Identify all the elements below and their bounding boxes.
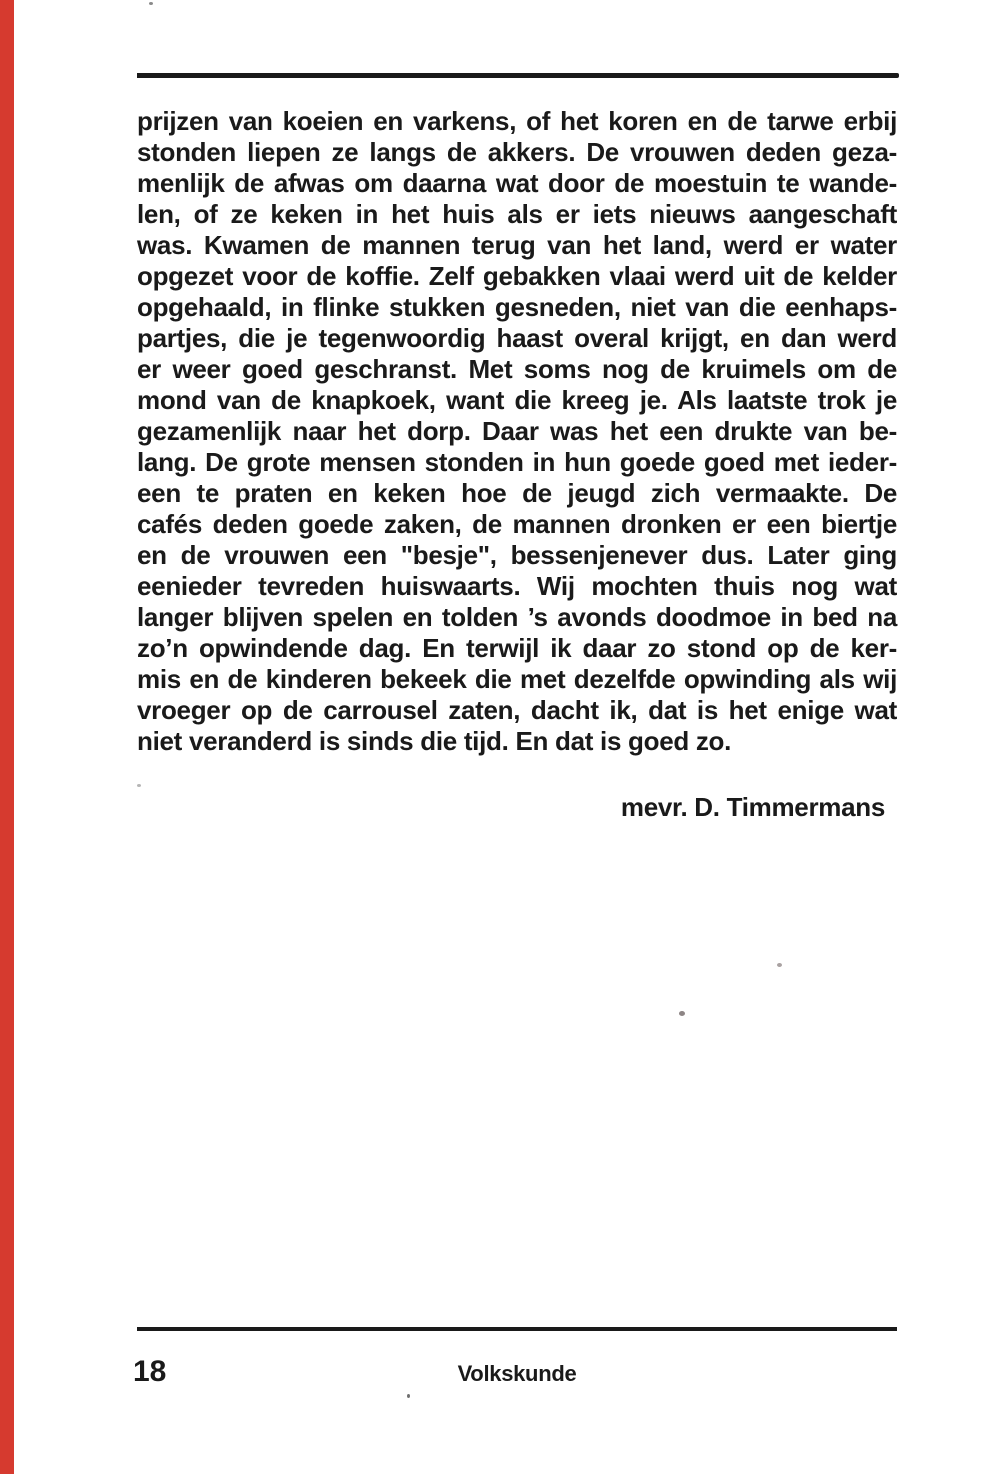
text-line: mis en de kinderen bekeek die met dezelfde opwinding als wij bbox=[137, 664, 897, 694]
text-line: was. Kwamen de mannen terug van het land, werd er water bbox=[137, 230, 897, 260]
text-line: gezamenlijk naar het dorp. Daar was het een drukte van be- bbox=[137, 416, 897, 446]
text-line: zo’n opwindende dag. En terwijl ik daar zo stond op de ker- bbox=[137, 633, 897, 663]
text-line: mond van de knapkoek, want die kreeg je. Als laatste trok je bbox=[137, 385, 897, 415]
page-number: 18 bbox=[133, 1355, 167, 1388]
text-line: stonden liepen ze langs de akkers. De vrouwen deden geza- bbox=[137, 137, 897, 167]
text-line: lang. De grote mensen stonden in hun goede goed met ieder- bbox=[137, 447, 897, 477]
text-line: vroeger op de carrousel zaten, dacht ik, dat is het enige wat bbox=[137, 695, 897, 725]
text-line: en de vrouwen een "besje", bessenjenever dus. Later ging bbox=[137, 540, 897, 570]
author-signature: mevr. D. Timmermans bbox=[620, 792, 885, 822]
scan-speck bbox=[137, 784, 141, 787]
bottom-horizontal-rule bbox=[137, 1327, 897, 1331]
red-book-edge-strip bbox=[0, 0, 14, 1474]
scan-speck bbox=[149, 2, 153, 5]
text-line: langer blijven spelen en tolden ’s avonds doodmoe in bed na bbox=[137, 602, 897, 632]
text-line: opgezet voor de koffie. Zelf gebakken vlaai werd uit de kelder bbox=[137, 261, 897, 291]
scan-speck bbox=[777, 963, 782, 967]
scan-speck bbox=[407, 1394, 410, 1398]
text-line: niet veranderd is sinds die tijd. En dat is goed zo. bbox=[137, 726, 732, 756]
text-line: er weer goed geschranst. Met soms nog de kruimels om de bbox=[137, 354, 897, 384]
text-line: menlijk de afwas om daarna wat door de moestuin te wande- bbox=[137, 168, 897, 198]
text-line: opgehaald, in flinke stukken gesneden, niet van die eenhaps- bbox=[137, 292, 897, 322]
text-line: partjes, die je tegenwoordig haast overal krijgt, en dan werd bbox=[137, 323, 897, 353]
top-horizontal-rule bbox=[137, 73, 899, 78]
text-line: len, of ze keken in het huis als er iets nieuws aangeschaft bbox=[137, 199, 897, 229]
body-paragraph bbox=[137, 106, 897, 757]
text-line: prijzen van koeien en varkens, of het koren en de tarwe erbij bbox=[137, 106, 897, 136]
text-line: een te praten en keken hoe de jeugd zich vermaakte. De bbox=[137, 478, 897, 508]
text-line: eenieder tevreden huiswaarts. Wij mochten thuis nog wat bbox=[137, 571, 897, 601]
scan-speck bbox=[679, 1011, 685, 1016]
journal-title-footer: Volkskunde bbox=[457, 1361, 577, 1386]
text-line: cafés deden goede zaken, de mannen dronken er een biertje bbox=[137, 509, 897, 539]
